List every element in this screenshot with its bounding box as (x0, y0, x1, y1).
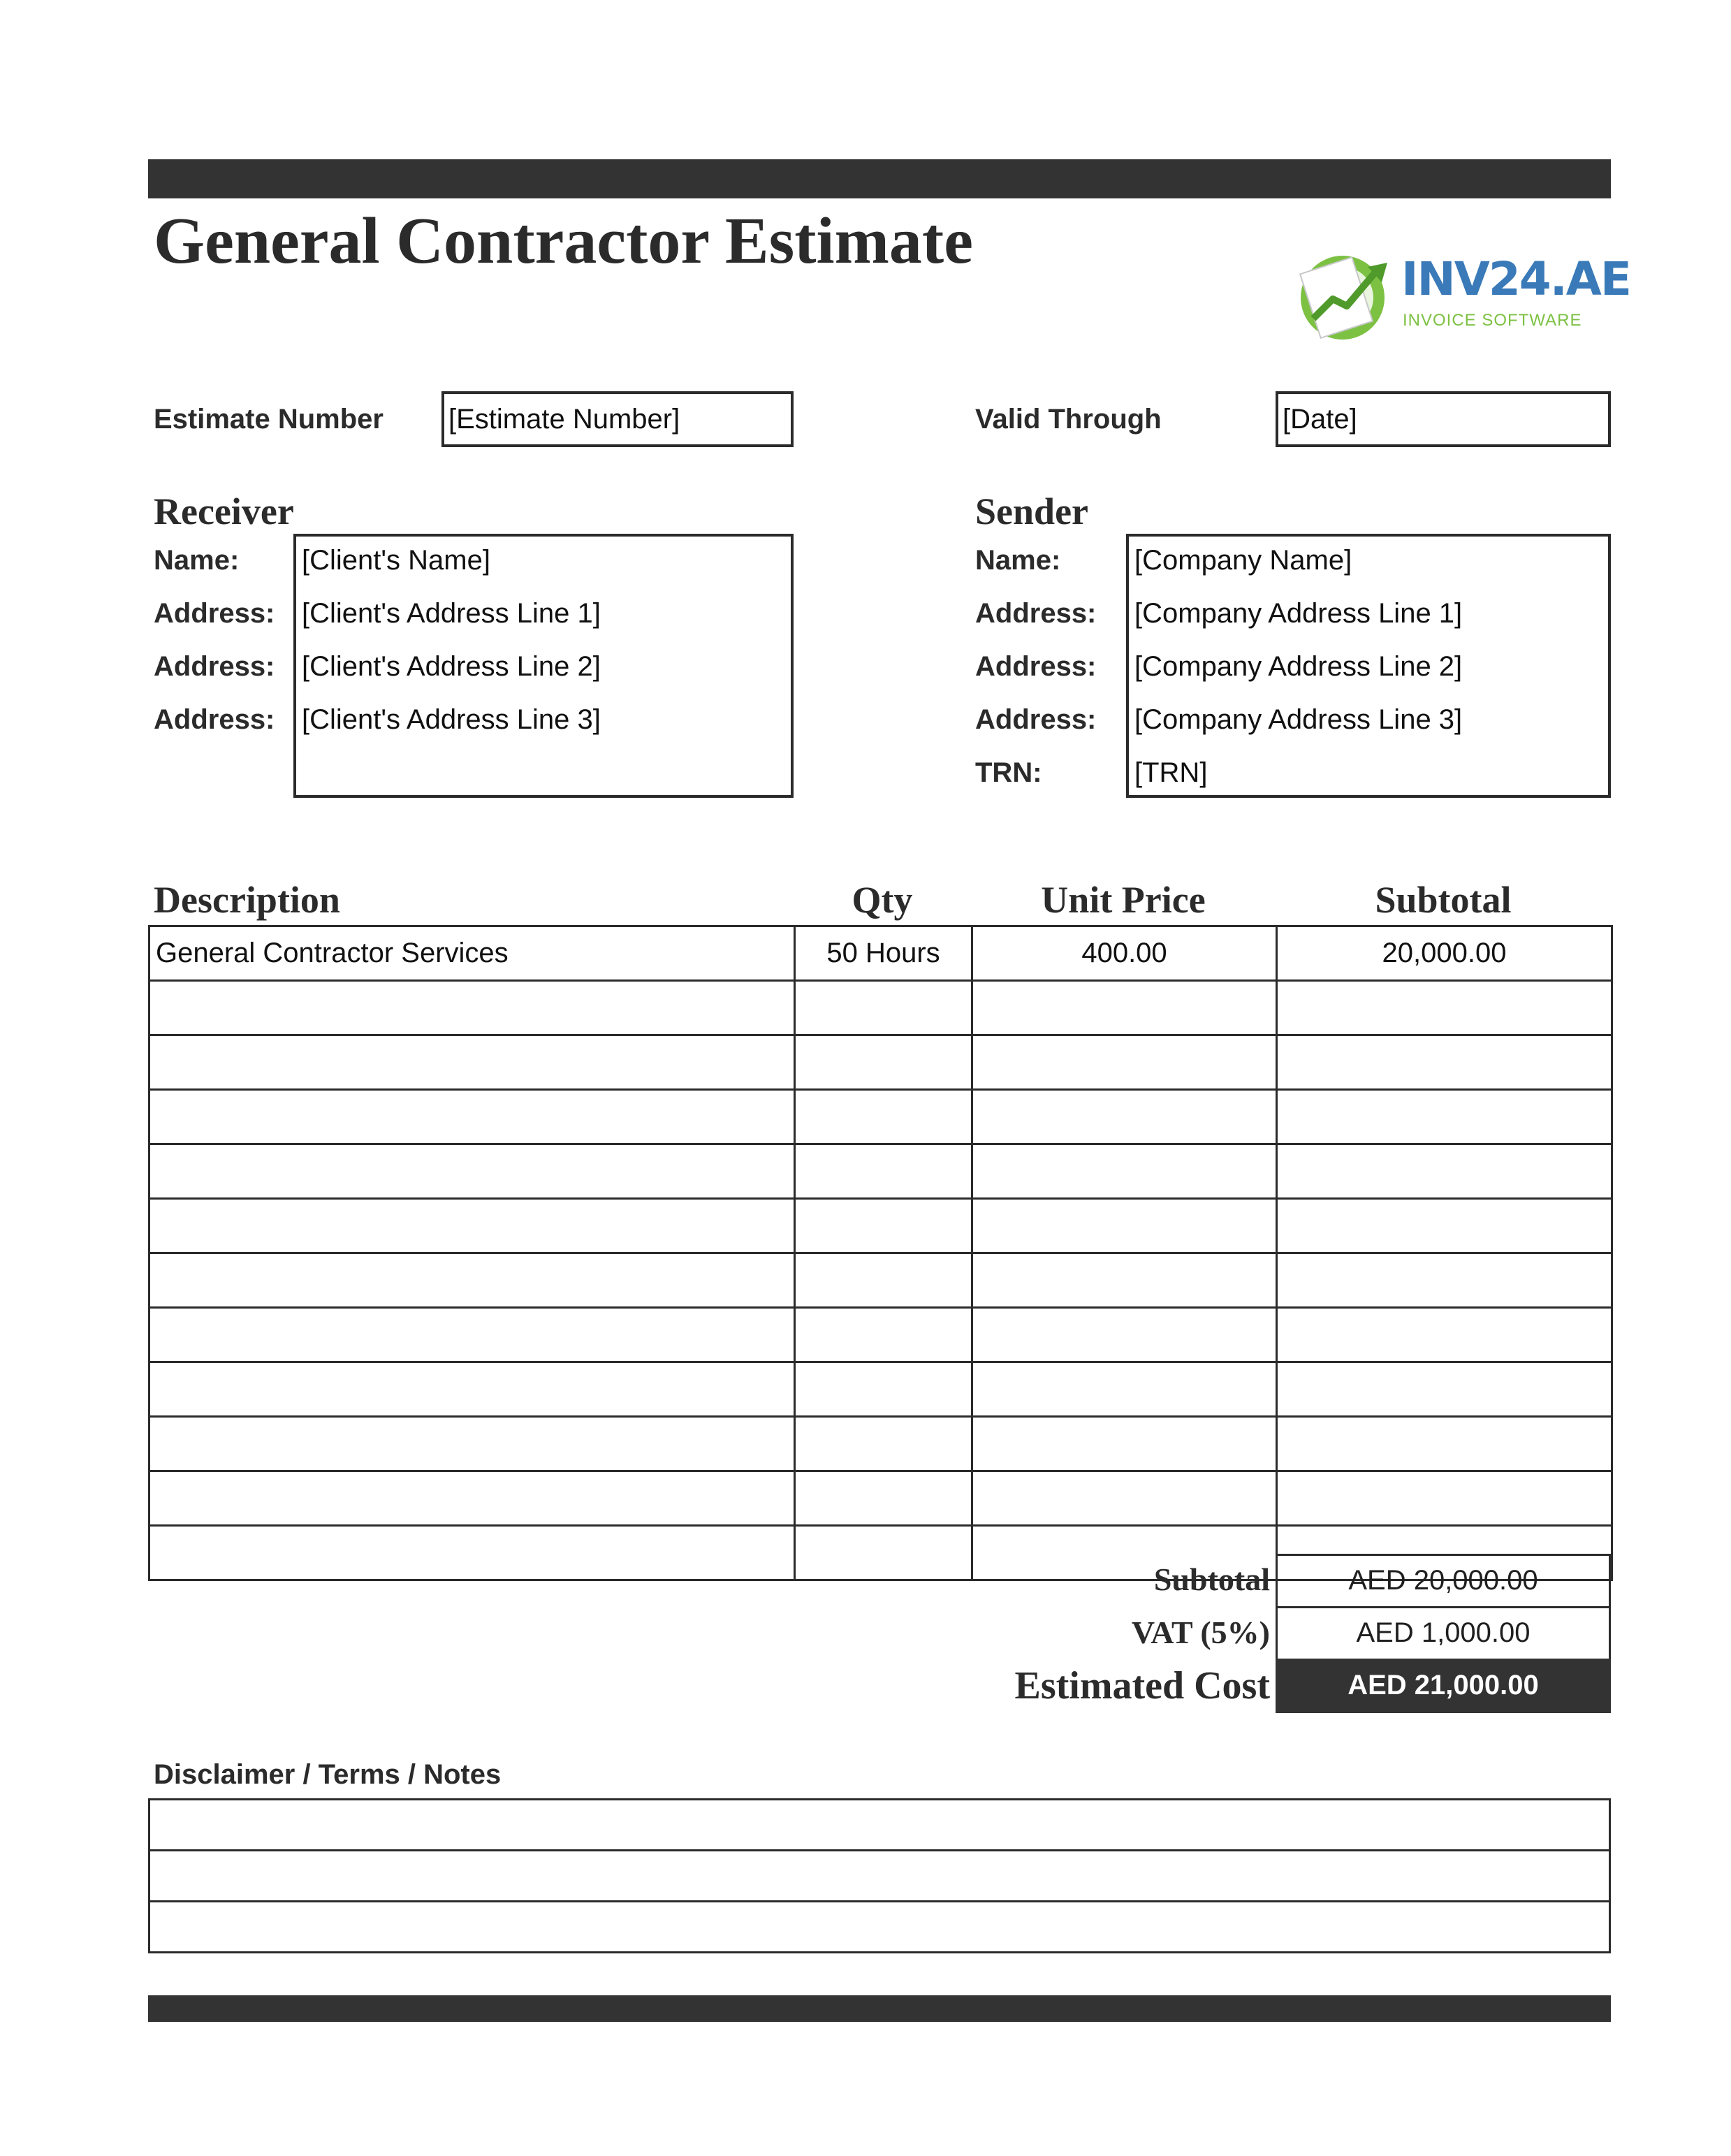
notes-line-3[interactable] (148, 1900, 1611, 1953)
item-qty-cell[interactable] (795, 1090, 972, 1144)
table-row (149, 981, 1612, 1035)
item-qty-cell[interactable] (795, 1308, 972, 1362)
receiver-address-label-2: Address: (154, 651, 275, 682)
logo (1292, 246, 1630, 344)
item-unit-price-cell[interactable] (972, 1471, 1277, 1526)
item-unit-price-cell[interactable] (972, 981, 1277, 1035)
item-qty-cell[interactable] (795, 1417, 972, 1471)
item-subtotal-cell[interactable] (1277, 1308, 1612, 1362)
table-row (149, 1199, 1612, 1253)
logo-brand: INV24.AE (1401, 252, 1630, 306)
item-description-cell[interactable] (149, 981, 795, 1035)
totals-subtotal-label: Subtotal (1153, 1561, 1270, 1597)
receiver-address-line-3[interactable]: [Client's Address Line 3] (302, 704, 601, 735)
totals-estimated-value: AED 21,000.00 (1276, 1659, 1611, 1713)
table-row (149, 1090, 1612, 1144)
items-table (148, 925, 1613, 1581)
table-row (149, 926, 1612, 981)
table-row (149, 1253, 1612, 1308)
col-header-description: Description (154, 879, 340, 921)
item-description-cell[interactable] (149, 1417, 795, 1471)
sender-name-label: Name: (975, 545, 1061, 576)
item-subtotal-cell[interactable] (1277, 1417, 1612, 1471)
col-header-unit-price: Unit Price (1041, 879, 1206, 921)
valid-through-label: Valid Through (975, 404, 1162, 435)
col-header-subtotal: Subtotal (1375, 879, 1512, 921)
table-row (149, 1035, 1612, 1090)
item-qty-cell[interactable] (795, 1144, 972, 1199)
sender-address-label-2: Address: (975, 651, 1097, 682)
receiver-address-line-2[interactable]: [Client's Address Line 2] (302, 651, 601, 682)
item-description-cell[interactable] (149, 1090, 795, 1144)
item-unit-price-cell[interactable] (972, 1362, 1277, 1417)
item-unit-price-cell[interactable] (972, 1308, 1277, 1362)
estimate-number-label: Estimate Number (154, 404, 384, 435)
sender-address-label-1: Address: (975, 598, 1097, 629)
table-row (149, 1144, 1612, 1199)
notes-heading: Disclaimer / Terms / Notes (154, 1759, 502, 1790)
valid-through-value: [Date] (1283, 404, 1357, 435)
notes-line-2[interactable] (148, 1849, 1611, 1902)
item-qty-cell[interactable] (795, 1253, 972, 1308)
item-description-cell[interactable] (149, 1035, 795, 1090)
receiver-address-line-1[interactable]: [Client's Address Line 1] (302, 598, 601, 629)
sender-heading: Sender (975, 490, 1088, 532)
top-bar (148, 159, 1611, 198)
col-header-qty: Qty (852, 879, 913, 921)
item-qty-cell[interactable]: 50 Hours (795, 926, 972, 981)
item-subtotal-cell[interactable] (1277, 1144, 1612, 1199)
table-row (149, 1362, 1612, 1417)
item-subtotal-cell[interactable] (1277, 1471, 1612, 1526)
sender-name[interactable]: [Company Name] (1134, 545, 1352, 576)
sender-address-line-1[interactable]: [Company Address Line 1] (1134, 598, 1463, 629)
item-unit-price-cell[interactable]: 400.00 (972, 926, 1277, 981)
item-qty-cell[interactable] (795, 1035, 972, 1090)
table-row (149, 1417, 1612, 1471)
item-description-cell[interactable] (149, 1362, 795, 1417)
page-title: General Contractor Estimate (154, 205, 973, 277)
logo-icon (1292, 246, 1397, 344)
item-subtotal-cell[interactable] (1277, 1035, 1612, 1090)
item-description-cell[interactable] (149, 1144, 795, 1199)
item-description-cell[interactable] (149, 1471, 795, 1526)
item-qty-cell[interactable] (795, 1471, 972, 1526)
item-qty-cell[interactable] (795, 1526, 972, 1580)
item-unit-price-cell[interactable] (972, 1199, 1277, 1253)
notes-line-1[interactable] (148, 1798, 1611, 1851)
sender-address-line-2[interactable]: [Company Address Line 2] (1134, 651, 1463, 682)
totals-vat-value: AED 1,000.00 (1276, 1606, 1611, 1661)
totals-estimated-label: Estimated Cost (1014, 1664, 1270, 1707)
item-description-cell[interactable]: General Contractor Services (149, 926, 795, 981)
sender-address-line-3[interactable]: [Company Address Line 3] (1134, 704, 1463, 735)
totals-subtotal-value: AED 20,000.00 (1276, 1554, 1611, 1608)
item-qty-cell[interactable] (795, 1199, 972, 1253)
item-unit-price-cell[interactable] (972, 1035, 1277, 1090)
item-qty-cell[interactable] (795, 981, 972, 1035)
item-description-cell[interactable] (149, 1526, 795, 1580)
item-unit-price-cell[interactable] (972, 1417, 1277, 1471)
item-subtotal-cell[interactable] (1277, 981, 1612, 1035)
logo-tagline: INVOICE SOFTWARE (1403, 311, 1582, 330)
item-unit-price-cell[interactable] (972, 1144, 1277, 1199)
sender-address-label-3: Address: (975, 704, 1097, 735)
totals-vat-label: VAT (5%) (1131, 1615, 1270, 1650)
receiver-name-label: Name: (154, 545, 240, 576)
table-row (149, 1308, 1612, 1362)
receiver-address-label-1: Address: (154, 598, 275, 629)
item-unit-price-cell[interactable] (972, 1090, 1277, 1144)
table-row (149, 1471, 1612, 1526)
receiver-name[interactable]: [Client's Name] (302, 545, 490, 576)
valid-through-field[interactable] (1276, 391, 1611, 447)
receiver-heading: Receiver (154, 490, 294, 532)
item-subtotal-cell[interactable] (1277, 1090, 1612, 1144)
item-description-cell[interactable] (149, 1199, 795, 1253)
sender-trn-label: TRN: (975, 757, 1042, 788)
estimate-number-value: [Estimate Number] (448, 404, 680, 435)
bottom-bar (148, 1995, 1611, 2022)
item-subtotal-cell[interactable] (1277, 1253, 1612, 1308)
item-subtotal-cell[interactable] (1277, 1362, 1612, 1417)
receiver-address-label-3: Address: (154, 704, 275, 735)
item-subtotal-cell[interactable] (1277, 1199, 1612, 1253)
estimate-number-field[interactable] (441, 391, 794, 447)
sender-trn[interactable]: [TRN] (1134, 757, 1208, 788)
item-subtotal-cell[interactable]: 20,000.00 (1277, 926, 1612, 981)
item-description-cell[interactable] (149, 1253, 795, 1308)
item-description-cell[interactable] (149, 1308, 795, 1362)
item-unit-price-cell[interactable] (972, 1253, 1277, 1308)
item-qty-cell[interactable] (795, 1362, 972, 1417)
